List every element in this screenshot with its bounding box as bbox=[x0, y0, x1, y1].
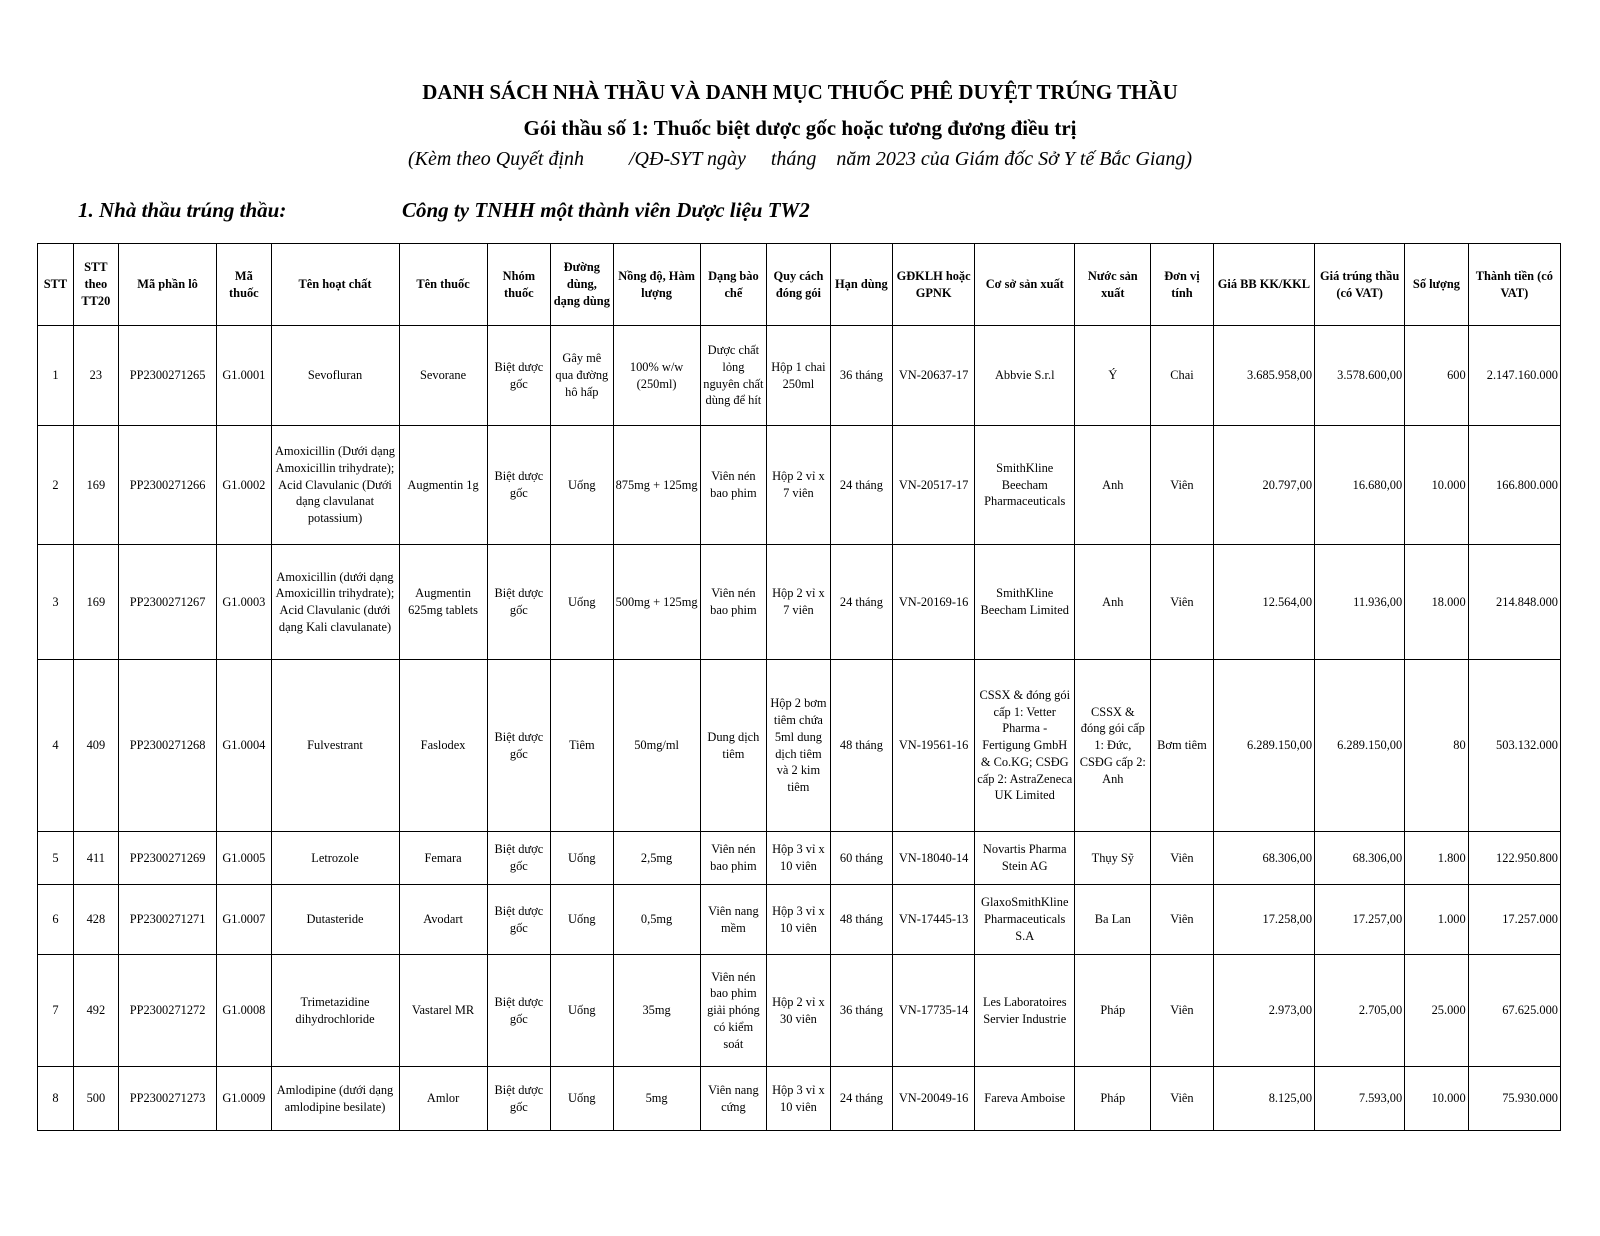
table-cell: Letrozole bbox=[271, 832, 399, 885]
table-row bbox=[38, 660, 1561, 832]
table-row bbox=[38, 426, 1561, 545]
table-cell: Tiêm bbox=[551, 660, 613, 832]
table-cell: Hộp 2 vỉ x 7 viên bbox=[767, 545, 831, 660]
table-cell: Hộp 2 vỉ x 7 viên bbox=[767, 426, 831, 545]
table-cell: 67.625.000 bbox=[1468, 955, 1560, 1067]
table-cell: 2.973,00 bbox=[1213, 955, 1314, 1067]
table-cell: 6.289.150,00 bbox=[1213, 660, 1314, 832]
table-cell: Viên nén bao phim bbox=[700, 426, 767, 545]
table-cell: Novartis Pharma Stein AG bbox=[975, 832, 1075, 885]
table-cell: Biệt dược gốc bbox=[487, 660, 551, 832]
table-cell: GlaxoSmithKline Pharmaceuticals S.A bbox=[975, 885, 1075, 955]
column-header: STT bbox=[38, 244, 74, 326]
column-header: Số lượng bbox=[1405, 244, 1469, 326]
table-body bbox=[38, 326, 1561, 1131]
table-cell: 214.848.000 bbox=[1468, 545, 1560, 660]
table-cell: 80 bbox=[1405, 660, 1469, 832]
winning-drugs-table bbox=[37, 243, 1561, 1131]
table-cell: 17.257,00 bbox=[1315, 885, 1405, 955]
table-cell: Viên bbox=[1151, 832, 1213, 885]
table-cell: VN-20049-16 bbox=[893, 1067, 975, 1131]
table-cell: 10.000 bbox=[1405, 1067, 1469, 1131]
table-cell: Hộp 1 chai 250ml bbox=[767, 326, 831, 426]
table-cell: 1.000 bbox=[1405, 885, 1469, 955]
table-cell: VN-20517-17 bbox=[893, 426, 975, 545]
document-title: DANH SÁCH NHÀ THẦU VÀ DANH MỤC THUỐC PHÊ DUYỆT TRÚNG THẦU bbox=[422, 80, 1178, 104]
table-cell: 24 tháng bbox=[830, 545, 892, 660]
table-cell: Anh bbox=[1075, 426, 1151, 545]
table-cell: Biệt dược gốc bbox=[487, 885, 551, 955]
column-header: Quy cách đóng gói bbox=[767, 244, 831, 326]
table-cell: Sevofluran bbox=[271, 326, 399, 426]
table-cell: 24 tháng bbox=[830, 426, 892, 545]
table-cell: 3 bbox=[38, 545, 74, 660]
table-cell: PP2300271269 bbox=[118, 832, 216, 885]
table-cell: Abbvie S.r.l bbox=[975, 326, 1075, 426]
table-cell: Pháp bbox=[1075, 955, 1151, 1067]
table-cell: Amoxicillin (Dưới dạng Amoxicillin trihydrate); Acid Clavulanic (Dưới dạng clavulanat potassium) bbox=[271, 426, 399, 545]
table-cell: SmithKline Beecham Pharmaceuticals bbox=[975, 426, 1075, 545]
table-cell: Uống bbox=[551, 832, 613, 885]
table-cell: 35mg bbox=[613, 955, 700, 1067]
table-cell: Amlodipine (dưới dạng amlodipine besilate) bbox=[271, 1067, 399, 1131]
table-cell: 4 bbox=[38, 660, 74, 832]
table-cell: Viên nang cứng bbox=[700, 1067, 767, 1131]
column-header: Tên hoạt chất bbox=[271, 244, 399, 326]
table-cell: 6.289.150,00 bbox=[1315, 660, 1405, 832]
table-cell: Uống bbox=[551, 1067, 613, 1131]
table-cell: G1.0002 bbox=[217, 426, 271, 545]
table-cell: 7 bbox=[38, 955, 74, 1067]
column-header: Thành tiền (có VAT) bbox=[1468, 244, 1560, 326]
table-cell: 36 tháng bbox=[830, 326, 892, 426]
table-cell: Pháp bbox=[1075, 1067, 1151, 1131]
table-cell: Biệt dược gốc bbox=[487, 545, 551, 660]
table-cell: VN-20637-17 bbox=[893, 326, 975, 426]
table-cell: 20.797,00 bbox=[1213, 426, 1314, 545]
table-cell: 8 bbox=[38, 1067, 74, 1131]
table-cell: 5mg bbox=[613, 1067, 700, 1131]
table-cell: 2,5mg bbox=[613, 832, 700, 885]
table-header-row bbox=[38, 244, 1561, 326]
table-cell: 503.132.000 bbox=[1468, 660, 1560, 832]
table-cell: 5 bbox=[38, 832, 74, 885]
column-header: Cơ sở sản xuất bbox=[975, 244, 1075, 326]
table-cell: Ý bbox=[1075, 326, 1151, 426]
table-cell: 169 bbox=[73, 545, 118, 660]
table-cell: Viên bbox=[1151, 885, 1213, 955]
table-cell: 100% w/w (250ml) bbox=[613, 326, 700, 426]
table-cell: 23 bbox=[73, 326, 118, 426]
table-cell: G1.0005 bbox=[217, 832, 271, 885]
table-cell: 122.950.800 bbox=[1468, 832, 1560, 885]
column-header: Đơn vị tính bbox=[1151, 244, 1213, 326]
table-cell: 2.147.160.000 bbox=[1468, 326, 1560, 426]
table-cell: 12.564,00 bbox=[1213, 545, 1314, 660]
table-cell: Viên nang mềm bbox=[700, 885, 767, 955]
column-header: GĐKLH hoặc GPNK bbox=[893, 244, 975, 326]
table-cell: Amlor bbox=[399, 1067, 487, 1131]
table-cell: 17.258,00 bbox=[1213, 885, 1314, 955]
table-cell: 68.306,00 bbox=[1213, 832, 1314, 885]
table-cell: 500mg + 125mg bbox=[613, 545, 700, 660]
table-cell: Dung dịch tiêm bbox=[700, 660, 767, 832]
table-cell: G1.0003 bbox=[217, 545, 271, 660]
table-cell: 68.306,00 bbox=[1315, 832, 1405, 885]
table-cell: Avodart bbox=[399, 885, 487, 955]
table-cell: Augmentin 625mg tablets bbox=[399, 545, 487, 660]
table-cell: Viên bbox=[1151, 545, 1213, 660]
table-cell: 2.705,00 bbox=[1315, 955, 1405, 1067]
table-row bbox=[38, 326, 1561, 426]
table-cell: 169 bbox=[73, 426, 118, 545]
table-cell: 48 tháng bbox=[830, 885, 892, 955]
table-cell: Biệt dược gốc bbox=[487, 426, 551, 545]
table-row bbox=[38, 885, 1561, 955]
table-cell: 36 tháng bbox=[830, 955, 892, 1067]
table-cell: PP2300271267 bbox=[118, 545, 216, 660]
table-cell: 11.936,00 bbox=[1315, 545, 1405, 660]
table-cell: 24 tháng bbox=[830, 1067, 892, 1131]
table-cell: G1.0004 bbox=[217, 660, 271, 832]
table-cell: Augmentin 1g bbox=[399, 426, 487, 545]
table-cell: 1 bbox=[38, 326, 74, 426]
table-cell: Uống bbox=[551, 885, 613, 955]
column-header: STT theo TT20 bbox=[73, 244, 118, 326]
table-cell: SmithKline Beecham Limited bbox=[975, 545, 1075, 660]
table-cell: 409 bbox=[73, 660, 118, 832]
table-cell: Fareva Amboise bbox=[975, 1067, 1075, 1131]
column-header: Giá trúng thầu (có VAT) bbox=[1315, 244, 1405, 326]
table-cell: Hộp 3 vỉ x 10 viên bbox=[767, 832, 831, 885]
table-cell: Biệt dược gốc bbox=[487, 326, 551, 426]
table-cell: Viên bbox=[1151, 426, 1213, 545]
table-cell: 8.125,00 bbox=[1213, 1067, 1314, 1131]
table-cell: 2 bbox=[38, 426, 74, 545]
table-cell: 25.000 bbox=[1405, 955, 1469, 1067]
table-cell: 50mg/ml bbox=[613, 660, 700, 832]
table-cell: Dutasteride bbox=[271, 885, 399, 955]
column-header: Nồng độ, Hàm lượng bbox=[613, 244, 700, 326]
table-cell: 7.593,00 bbox=[1315, 1067, 1405, 1131]
table-cell: Dược chất lỏng nguyên chất dùng để hít bbox=[700, 326, 767, 426]
table-cell: Chai bbox=[1151, 326, 1213, 426]
table-cell: PP2300271272 bbox=[118, 955, 216, 1067]
table-cell: 18.000 bbox=[1405, 545, 1469, 660]
table-cell: Femara bbox=[399, 832, 487, 885]
table-row bbox=[38, 832, 1561, 885]
table-cell: G1.0009 bbox=[217, 1067, 271, 1131]
table-cell: Biệt dược gốc bbox=[487, 955, 551, 1067]
table-cell: 75.930.000 bbox=[1468, 1067, 1560, 1131]
table-cell: VN-17445-13 bbox=[893, 885, 975, 955]
table-cell: PP2300271273 bbox=[118, 1067, 216, 1131]
table-cell: Viên nén bao phim giải phóng có kiểm soát bbox=[700, 955, 767, 1067]
table-cell: Biệt dược gốc bbox=[487, 1067, 551, 1131]
table-cell: CSSX & đóng gói cấp 1: Vetter Pharma - Fertigung GmbH & Co.KG; CSĐG cấp 2: AstraZeneca UK Limited bbox=[975, 660, 1075, 832]
table-cell: Sevorane bbox=[399, 326, 487, 426]
table-cell: 1.800 bbox=[1405, 832, 1469, 885]
table-cell: Viên bbox=[1151, 955, 1213, 1067]
table-cell: Bơm tiêm bbox=[1151, 660, 1213, 832]
table-cell: 166.800.000 bbox=[1468, 426, 1560, 545]
table-cell: G1.0008 bbox=[217, 955, 271, 1067]
table-row bbox=[38, 1067, 1561, 1131]
table-cell: Trimetazidine dihydrochloride bbox=[271, 955, 399, 1067]
table-cell: Fulvestrant bbox=[271, 660, 399, 832]
table-cell: 500 bbox=[73, 1067, 118, 1131]
table-cell: G1.0001 bbox=[217, 326, 271, 426]
table-cell: Viên bbox=[1151, 1067, 1213, 1131]
table-cell: G1.0007 bbox=[217, 885, 271, 955]
column-header: Giá BB KK/KKL bbox=[1213, 244, 1314, 326]
table-cell: Amoxicillin (dưới dạng Amoxicillin trihydrate); Acid Clavulanic (dưới dạng Kali clavulanate) bbox=[271, 545, 399, 660]
table-cell: Uống bbox=[551, 955, 613, 1067]
column-header: Hạn dùng bbox=[830, 244, 892, 326]
column-header: Nhóm thuốc bbox=[487, 244, 551, 326]
column-header: Tên thuốc bbox=[399, 244, 487, 326]
column-header: Dạng bào chế bbox=[700, 244, 767, 326]
table-cell: Hộp 3 vỉ x 10 viên bbox=[767, 1067, 831, 1131]
table-cell: 600 bbox=[1405, 326, 1469, 426]
table-cell: Ba Lan bbox=[1075, 885, 1151, 955]
column-header: Đường dùng, dạng dùng bbox=[551, 244, 613, 326]
table-cell: Thụy Sỹ bbox=[1075, 832, 1151, 885]
table-cell: 16.680,00 bbox=[1315, 426, 1405, 545]
table-cell: Uống bbox=[551, 426, 613, 545]
table-cell: PP2300271268 bbox=[118, 660, 216, 832]
table-cell: 428 bbox=[73, 885, 118, 955]
table-cell: Les Laboratoires Servier Industrie bbox=[975, 955, 1075, 1067]
table-cell: Gây mê qua đường hô hấp bbox=[551, 326, 613, 426]
table-cell: 60 tháng bbox=[830, 832, 892, 885]
table-cell: 17.257.000 bbox=[1468, 885, 1560, 955]
table-cell: Vastarel MR bbox=[399, 955, 487, 1067]
table-cell: 492 bbox=[73, 955, 118, 1067]
table-cell: PP2300271266 bbox=[118, 426, 216, 545]
column-header: Mã phần lô bbox=[118, 244, 216, 326]
table-cell: 0,5mg bbox=[613, 885, 700, 955]
table-cell: Anh bbox=[1075, 545, 1151, 660]
table-cell: Uống bbox=[551, 545, 613, 660]
table-cell: 48 tháng bbox=[830, 660, 892, 832]
package-title: Gói thầu số 1: Thuốc biệt dược gốc hoặc tương đương điều trị bbox=[523, 116, 1077, 140]
table-cell: PP2300271271 bbox=[118, 885, 216, 955]
table-cell: Hộp 3 vỉ x 10 viên bbox=[767, 885, 831, 955]
table-cell: Hộp 2 vỉ x 30 viên bbox=[767, 955, 831, 1067]
table-cell: Hộp 2 bơm tiêm chứa 5ml dung dịch tiêm và 2 kim tiêm bbox=[767, 660, 831, 832]
table-row bbox=[38, 545, 1561, 660]
table-cell: 3.685.958,00 bbox=[1213, 326, 1314, 426]
table-cell: Viên nén bao phim bbox=[700, 545, 767, 660]
table-cell: 411 bbox=[73, 832, 118, 885]
table-cell: VN-20169-16 bbox=[893, 545, 975, 660]
table-cell: CSSX & đóng gói cấp 1: Đức, CSĐG cấp 2: Anh bbox=[1075, 660, 1151, 832]
table-cell: 875mg + 125mg bbox=[613, 426, 700, 545]
table-cell: PP2300271265 bbox=[118, 326, 216, 426]
table-cell: VN-19561-16 bbox=[893, 660, 975, 832]
table-cell: VN-18040-14 bbox=[893, 832, 975, 885]
table-cell: Faslodex bbox=[399, 660, 487, 832]
table-cell: 6 bbox=[38, 885, 74, 955]
table-cell: 3.578.600,00 bbox=[1315, 326, 1405, 426]
column-header: Nước sản xuất bbox=[1075, 244, 1151, 326]
table-cell: Biệt dược gốc bbox=[487, 832, 551, 885]
table-cell: VN-17735-14 bbox=[893, 955, 975, 1067]
column-header: Mã thuốc bbox=[217, 244, 271, 326]
table-row bbox=[38, 955, 1561, 1067]
contractor-label: 1. Nhà thầu trúng thầu: bbox=[78, 198, 287, 222]
table-cell: Viên nén bao phim bbox=[700, 832, 767, 885]
contractor-name: Công ty TNHH một thành viên Dược liệu TW2 bbox=[402, 198, 810, 222]
decision-reference: (Kèm theo Quyết định /QĐ-SYT ngày tháng năm 2023 của Giám đốc Sở Y tế Bắc Giang) bbox=[407, 148, 1193, 170]
table-cell: 10.000 bbox=[1405, 426, 1469, 545]
